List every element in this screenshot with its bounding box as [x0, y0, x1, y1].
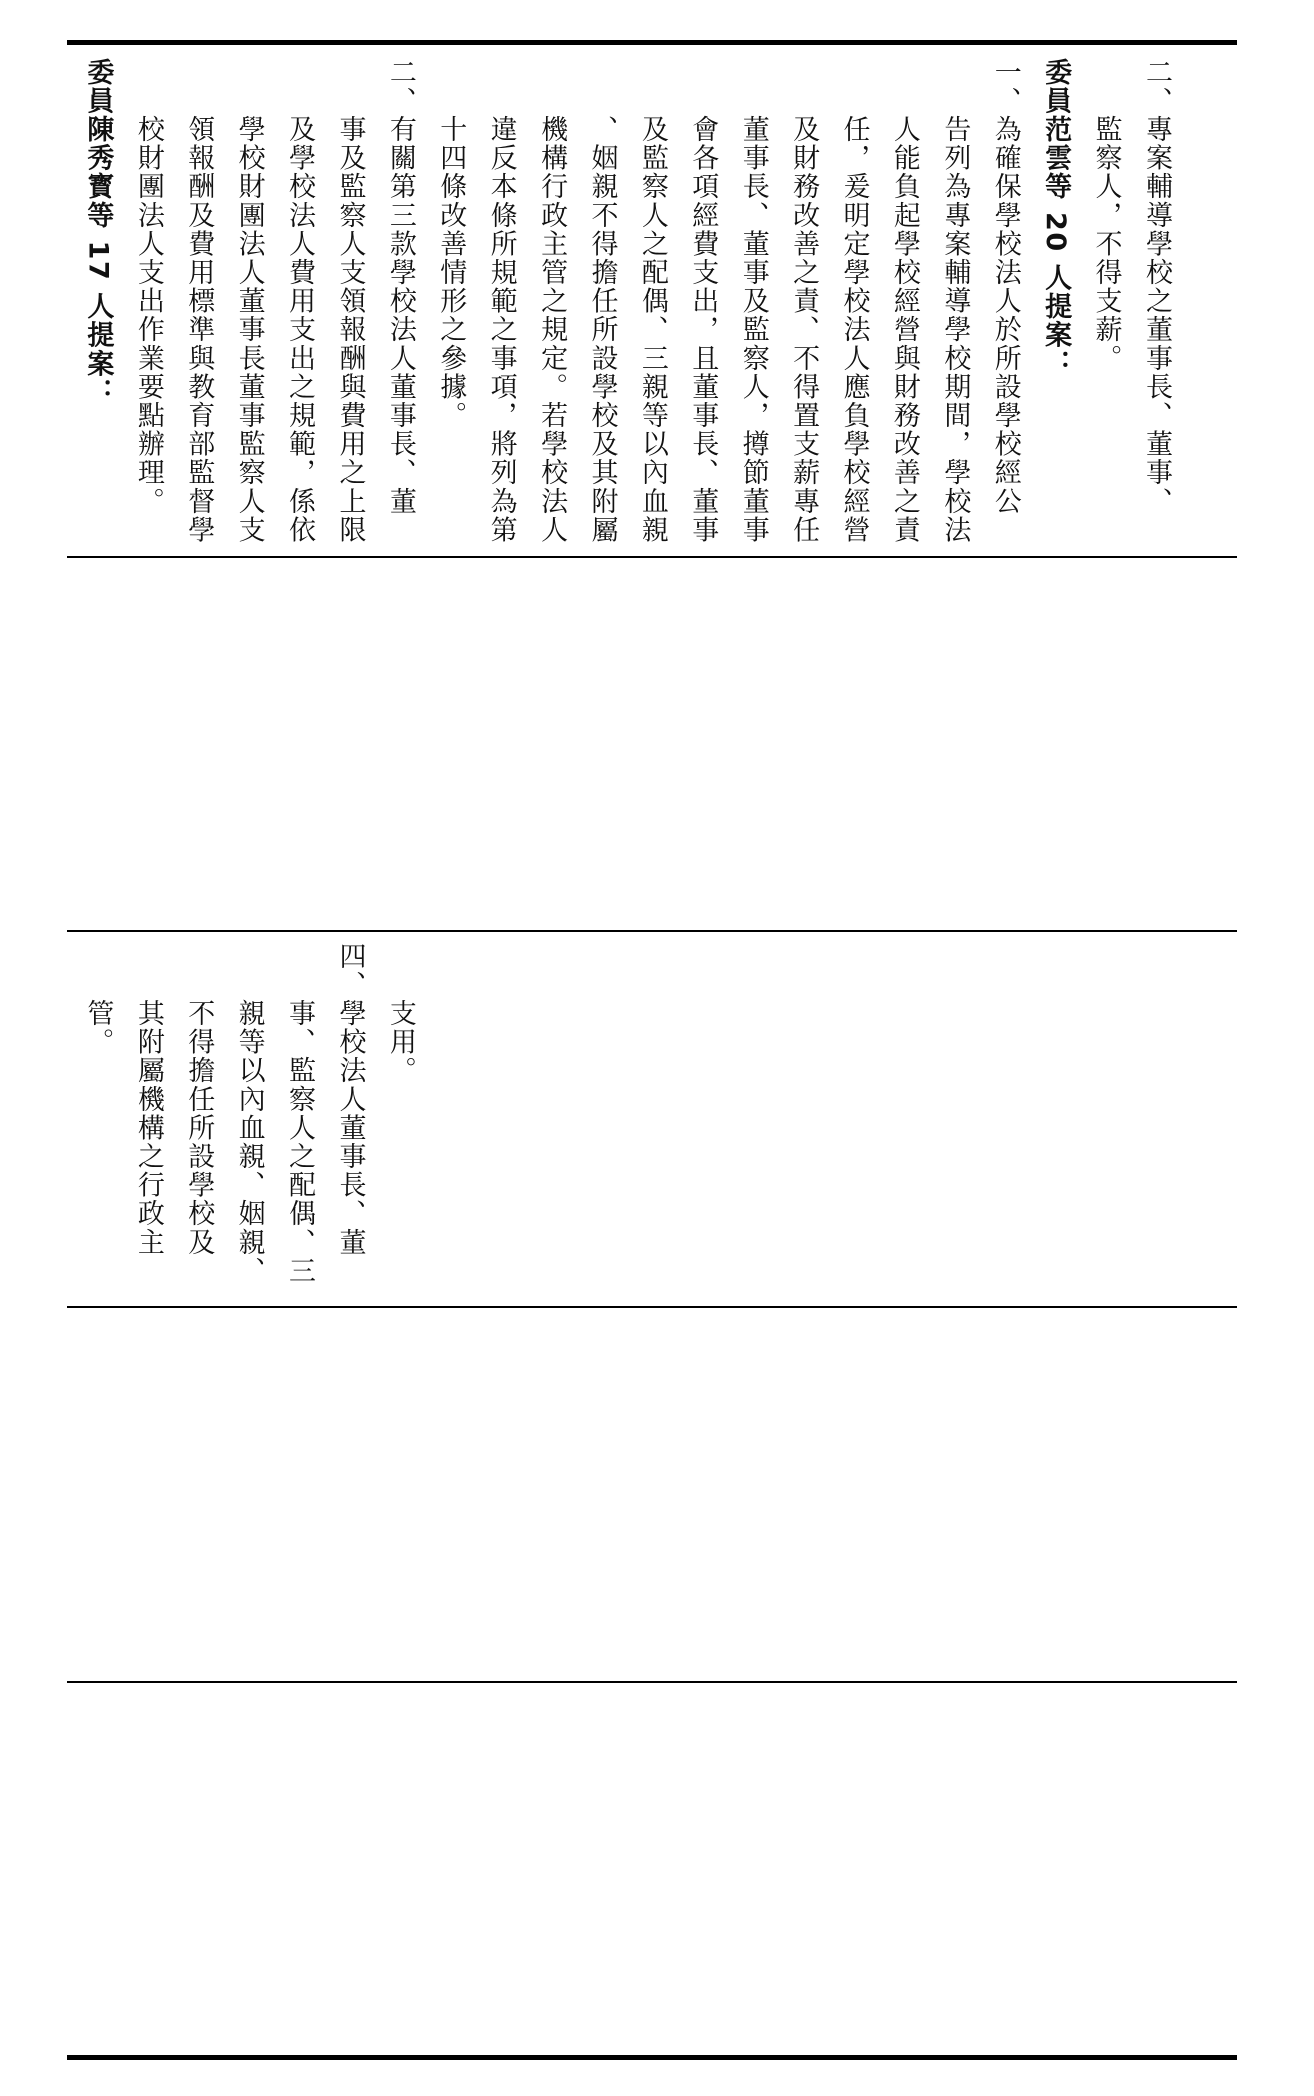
text-column: 會各項經費支出，且董事長、董事 — [687, 58, 719, 545]
article-cell-text — [72, 942, 425, 1322]
empty-cell-4 — [67, 1308, 1237, 1681]
text-column: 一、為確保學校法人於所設學校經公 — [989, 58, 1021, 516]
text-column: 人能負起學校經營與財務改善之責 — [888, 58, 920, 545]
text-column: 、姻親不得擔任所設學校及其附屬 — [586, 58, 618, 545]
explanation-cell-text — [72, 58, 1181, 558]
text-column: 親等以內血親、姻親、 — [233, 942, 265, 1286]
text-column: 領報酬及費用標準與教育部監督學 — [183, 58, 215, 545]
text-column: 事、監察人之配偶、三 — [284, 942, 316, 1286]
proposal-heading: 委員陳秀寳等 17 人提案： — [82, 58, 114, 407]
text-column: 不得擔任所設學校及 — [183, 942, 215, 1257]
text-column: 違反本條所規範之事項，將列為第 — [485, 58, 517, 545]
text-column: 二、有關第三款學校法人董事長、董 — [384, 58, 416, 516]
text-column: 二、專案輔導學校之董事長、董事、 — [1140, 58, 1172, 516]
row-divider-2 — [67, 930, 1237, 932]
text-column: 任，爰明定學校法人應負學校經營 — [838, 58, 870, 545]
text-column: 監察人，不得支薪。 — [1090, 58, 1122, 373]
text-column: 校財團法人支出作業要點辦理。 — [132, 58, 164, 516]
text-column: 事及監察人支領報酬與費用之上限 — [334, 58, 366, 545]
text-column: 及財務改善之責、不得置支薪專任 — [788, 58, 820, 545]
text-column: 機構行政主管之規定。若學校法人 — [536, 58, 568, 545]
text-column: 其附屬機構之行政主 — [132, 942, 164, 1257]
text-column: 支用。 — [384, 942, 416, 1085]
table-bottom-border — [67, 2055, 1237, 2060]
text-column: 學校財團法人董事長董事監察人支 — [233, 58, 265, 545]
proposal-heading: 委員范雲等 20 人提案： — [1040, 58, 1072, 379]
empty-cell-2 — [67, 558, 1237, 930]
text-column: 管。 — [82, 942, 114, 1057]
table-top-border — [67, 40, 1237, 45]
text-column: 及監察人之配偶、三親等以內血親 — [636, 58, 668, 545]
text-column: 十四條改善情形之參據。 — [435, 58, 467, 430]
text-column: 四、學校法人董事長、董 — [334, 942, 366, 1257]
text-column: 董事長、董事及監察人，撙節董事 — [737, 58, 769, 545]
empty-cell-5 — [67, 1683, 1237, 2055]
text-column: 及學校法人費用支出之規範，係依 — [284, 58, 316, 545]
text-column: 告列為專案輔導學校期間，學校法 — [939, 58, 971, 545]
